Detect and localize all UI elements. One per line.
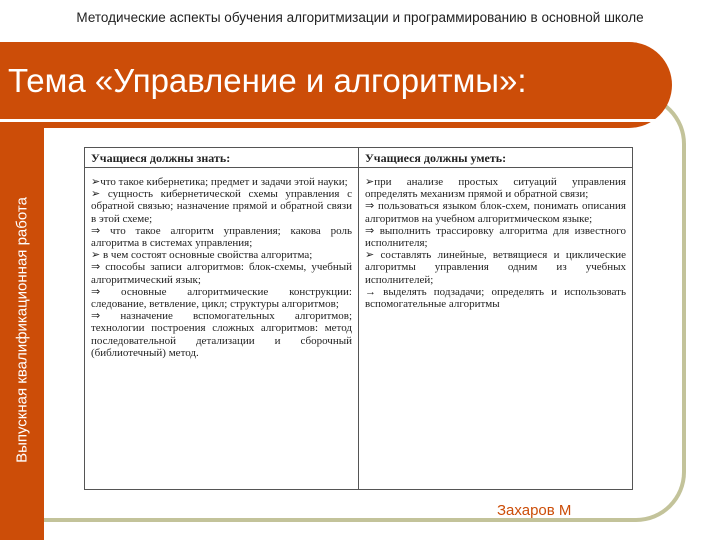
column-know: [85, 148, 359, 489]
know-item: ⇒ что такое алгоритм управления; какова роль алгоритма в системах управления;: [91, 224, 352, 250]
know-item: ⇒ основные алгоритмические конструкции: следование, ветвление, цикл; структуры алгоритмов;: [91, 285, 352, 311]
can-item: ➢при анализе простых ситуаций управления определять механизм прямой и обратной связи;: [365, 176, 626, 201]
author-name: Захаров М: [497, 502, 572, 519]
sidebar-label: Выпускная квалификационная работа: [13, 197, 31, 463]
can-item: ⇒ пользоваться языком блок-схем, понимать описания алгоритмов на учебном алгоритмическом языке;: [365, 200, 626, 225]
column-can: [359, 148, 632, 489]
know-item: ⇒ назначение вспомогательных алгоритмов; технологии построения сложных алгоритмов: метод последовательной детализации и сборочный (библиотечный) метод.: [91, 310, 352, 359]
know-item: ➢ в чем состоят основные свойства алгоритма;: [91, 249, 313, 262]
can-item: → выделять подзадачи; определять и использовать вспомогательные алгоритмы: [365, 285, 626, 311]
column-can-heading: Учащиеся должны уметь:: [359, 148, 632, 168]
slide-header: Методические аспекты обучения алгоритмизации и программированию в основной школе: [76, 10, 644, 25]
slide-title: Тема «Управление и алгоритмы»:: [8, 62, 527, 99]
content-table: [84, 147, 633, 490]
can-item: ⇒ выполнить трассировку алгоритма для известного исполнителя;: [365, 224, 626, 250]
can-item: ➢ составлять линейные, ветвящиеся и циклические алгоритмы управления одним из учебных исполнителей;: [365, 249, 626, 286]
know-list: [85, 168, 358, 359]
can-list: [359, 168, 632, 310]
column-know-heading: Учащиеся должны знать:: [85, 148, 358, 168]
know-item: ⇒ способы записи алгоритмов: блок-схемы, учебный алгоритмический язык;: [91, 261, 352, 286]
title-underline: [0, 119, 672, 122]
know-item: ➢ сущность кибернетической схемы управления с обратной связью; назначение прямой и обратной связи в этой схеме;: [91, 188, 352, 225]
know-item: ➢что такое кибернетика; предмет и задачи этой науки;: [91, 176, 348, 188]
